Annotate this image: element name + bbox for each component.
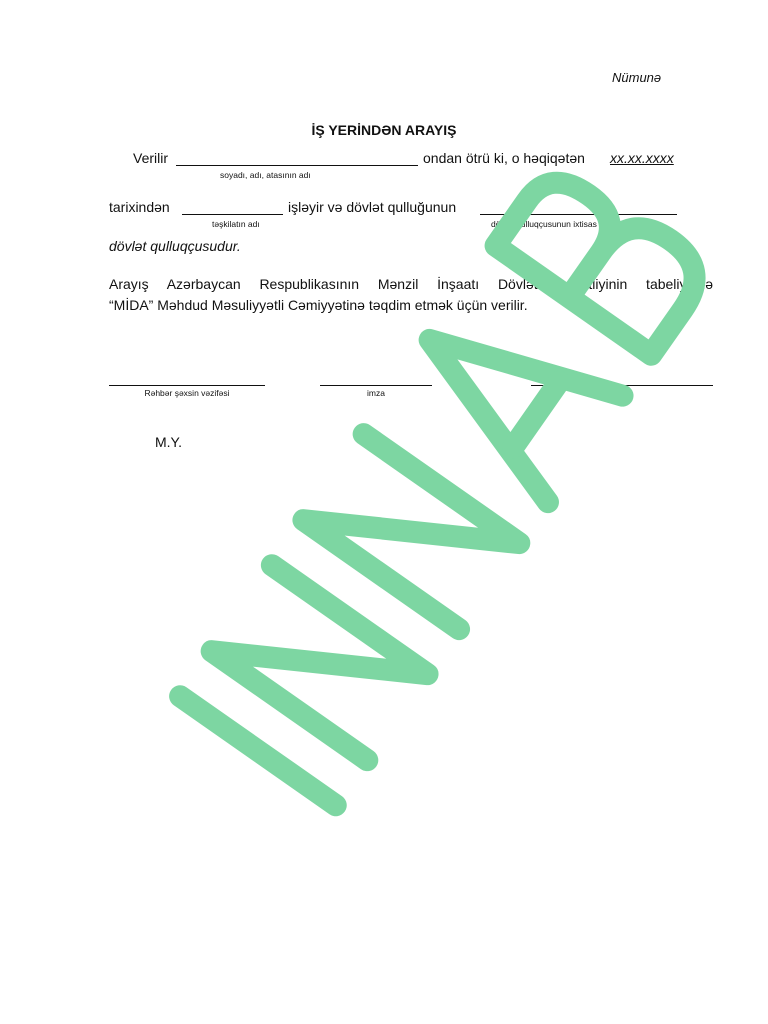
organization-caption: təşkilatın adı [212, 219, 260, 229]
document-title: İŞ YERİNDƏN ARAYIŞ [311, 122, 457, 138]
signature-line [320, 372, 432, 386]
signature-caption: imza [367, 388, 385, 398]
isleyir-text: işləyir və dövlət qulluğunun [288, 199, 457, 215]
name-caption-signature: Adı, Soyadı [586, 388, 631, 398]
purpose-paragraph-line-1: Arayış Azərbaycan Respublikasının Mənzil İnşaatı Dövlət Agentliyinin tabeliyində [109, 276, 713, 292]
qulluqcusudur-text: dövlət qulluqçusudur. [109, 238, 241, 254]
organization-field-line [182, 201, 283, 215]
stamp-label: M.Y. [155, 434, 182, 450]
tarixinden-text: tarixindən [109, 199, 170, 215]
position-signature-line [109, 372, 265, 386]
sample-label: Nümunə [612, 70, 662, 85]
name-signature-line [531, 372, 713, 386]
verilir-text: Verilir [133, 150, 169, 166]
position-caption: Rəhbər şəxsin vəzifəsi [144, 388, 230, 398]
name-field-line [176, 152, 418, 166]
date-placeholder: xx.xx.xxxx [610, 150, 674, 166]
ondan-otru-text: ondan ötrü ki, o həqiqətən [423, 150, 585, 166]
purpose-paragraph-line-2: “MİDA” Məhdud Məsuliyyətli Cəmiyyətinə təqdim etmək üçün verilir. [109, 297, 528, 313]
name-caption: soyadı, adı, atasının adı [220, 170, 311, 180]
rank-caption: dövlət qulluqçusunun ixtisas dərəcəsi [491, 219, 632, 229]
rank-field-line [480, 201, 677, 215]
